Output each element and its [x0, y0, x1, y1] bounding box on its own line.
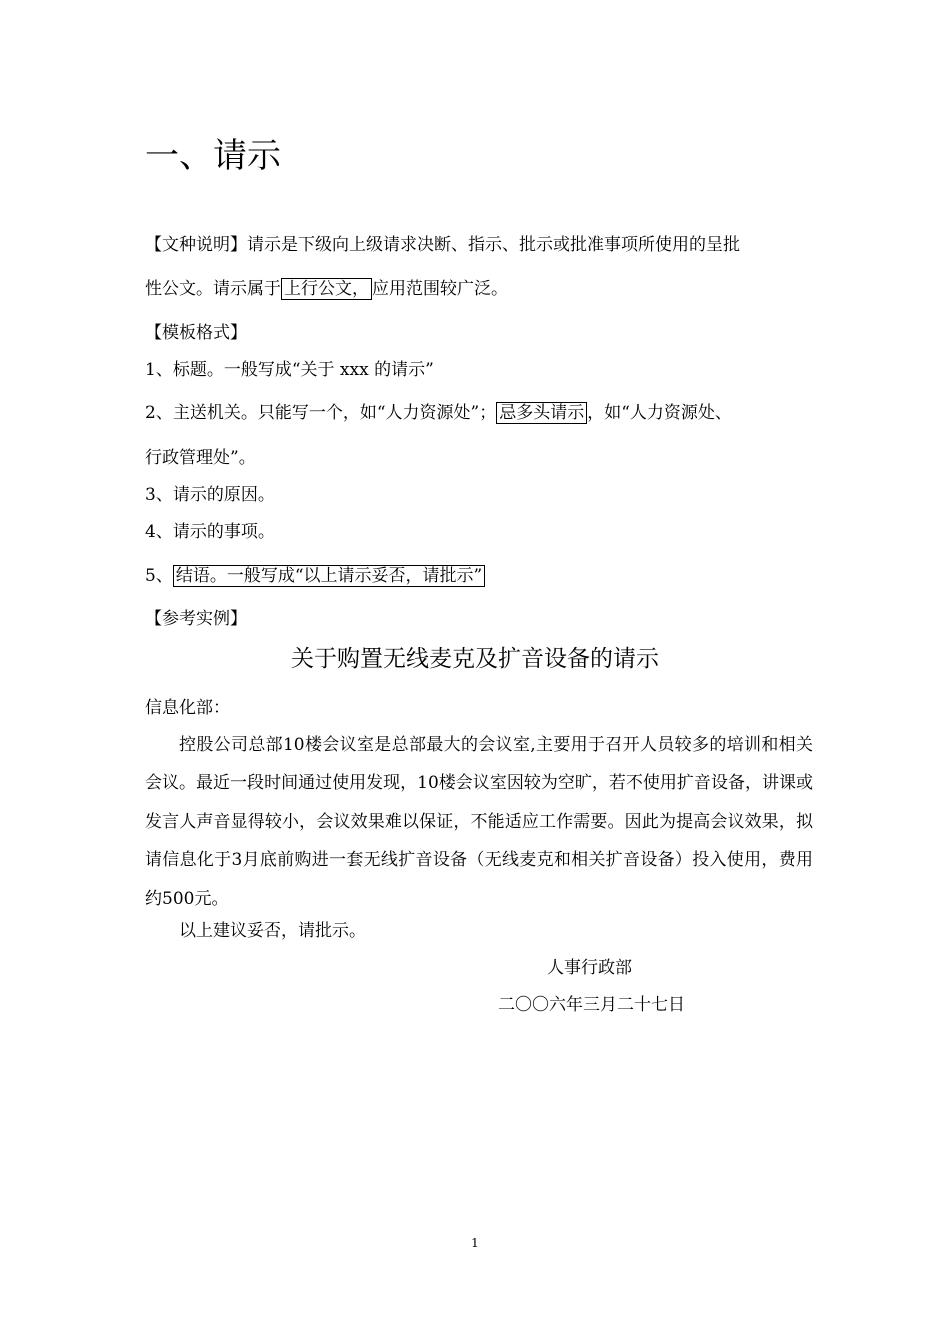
template-item-5: [145, 564, 485, 588]
template-item-1: 1、标题。一般写成“关于 xxx 的请示”: [145, 360, 434, 380]
example-label: 【参考实例】: [145, 609, 247, 629]
template-item-5-pre: 5、: [145, 566, 173, 586]
signature-date: 二〇〇六年三月二十七日: [498, 995, 685, 1015]
template-item-3: 3、请示的原因。: [145, 485, 275, 505]
template-item-2-cont: 行政管理处”。: [145, 448, 256, 468]
page-number: 1: [471, 1236, 479, 1250]
template-item-4: 4、请示的事项。: [145, 522, 275, 542]
boxed-upward-document: 上行公文，: [281, 278, 372, 300]
description-text-2-post: 应用范围较广泛。: [372, 279, 508, 299]
boxed-no-multiple-requests: 忌多头请示: [496, 402, 587, 424]
example-body: 控股公司总部10楼会议室是总部最大的会议室,主要用于召开人员较多的培训和相关会议。最近一段时间通过使用发现，10楼会议室因较为空旷，若不使用扩音设备，讲课或发言人声音显得较小，会议效果难以保证，不能适应工作需要。因此为提高会议效果，拟请信息化于3月底前购进一套无线扩音设备（无线麦克和相关扩音设备）投入使用，费用约500元。: [145, 735, 813, 909]
section-heading: 一、请示: [145, 136, 281, 176]
description-line-1: [145, 233, 740, 257]
description-label: 【文种说明】: [145, 235, 247, 255]
description-text-1: 请示是下级向上级请求决断、指示、批示或批准事项所使用的呈批: [247, 235, 740, 255]
template-label: 【模板格式】: [145, 323, 247, 343]
description-text-2-pre: 性公文。请示属于: [145, 279, 281, 299]
description-line-2: [145, 277, 508, 301]
template-item-2-post: ，如“人力资源处、: [587, 403, 732, 423]
example-title: 关于购置无线麦克及扩音设备的请示: [291, 646, 659, 672]
template-item-2: [145, 401, 732, 425]
example-addressee: 信息化部：: [145, 698, 230, 718]
template-item-2-pre: 2、主送机关。只能写一个，如“人力资源处”；: [145, 403, 497, 423]
example-closing: 以上建议妥否，请批示。: [179, 921, 366, 941]
boxed-closing-phrase: 结语。一般写成“以上请示妥否，请批示”: [173, 565, 485, 587]
signature-department: 人事行政部: [547, 958, 632, 978]
